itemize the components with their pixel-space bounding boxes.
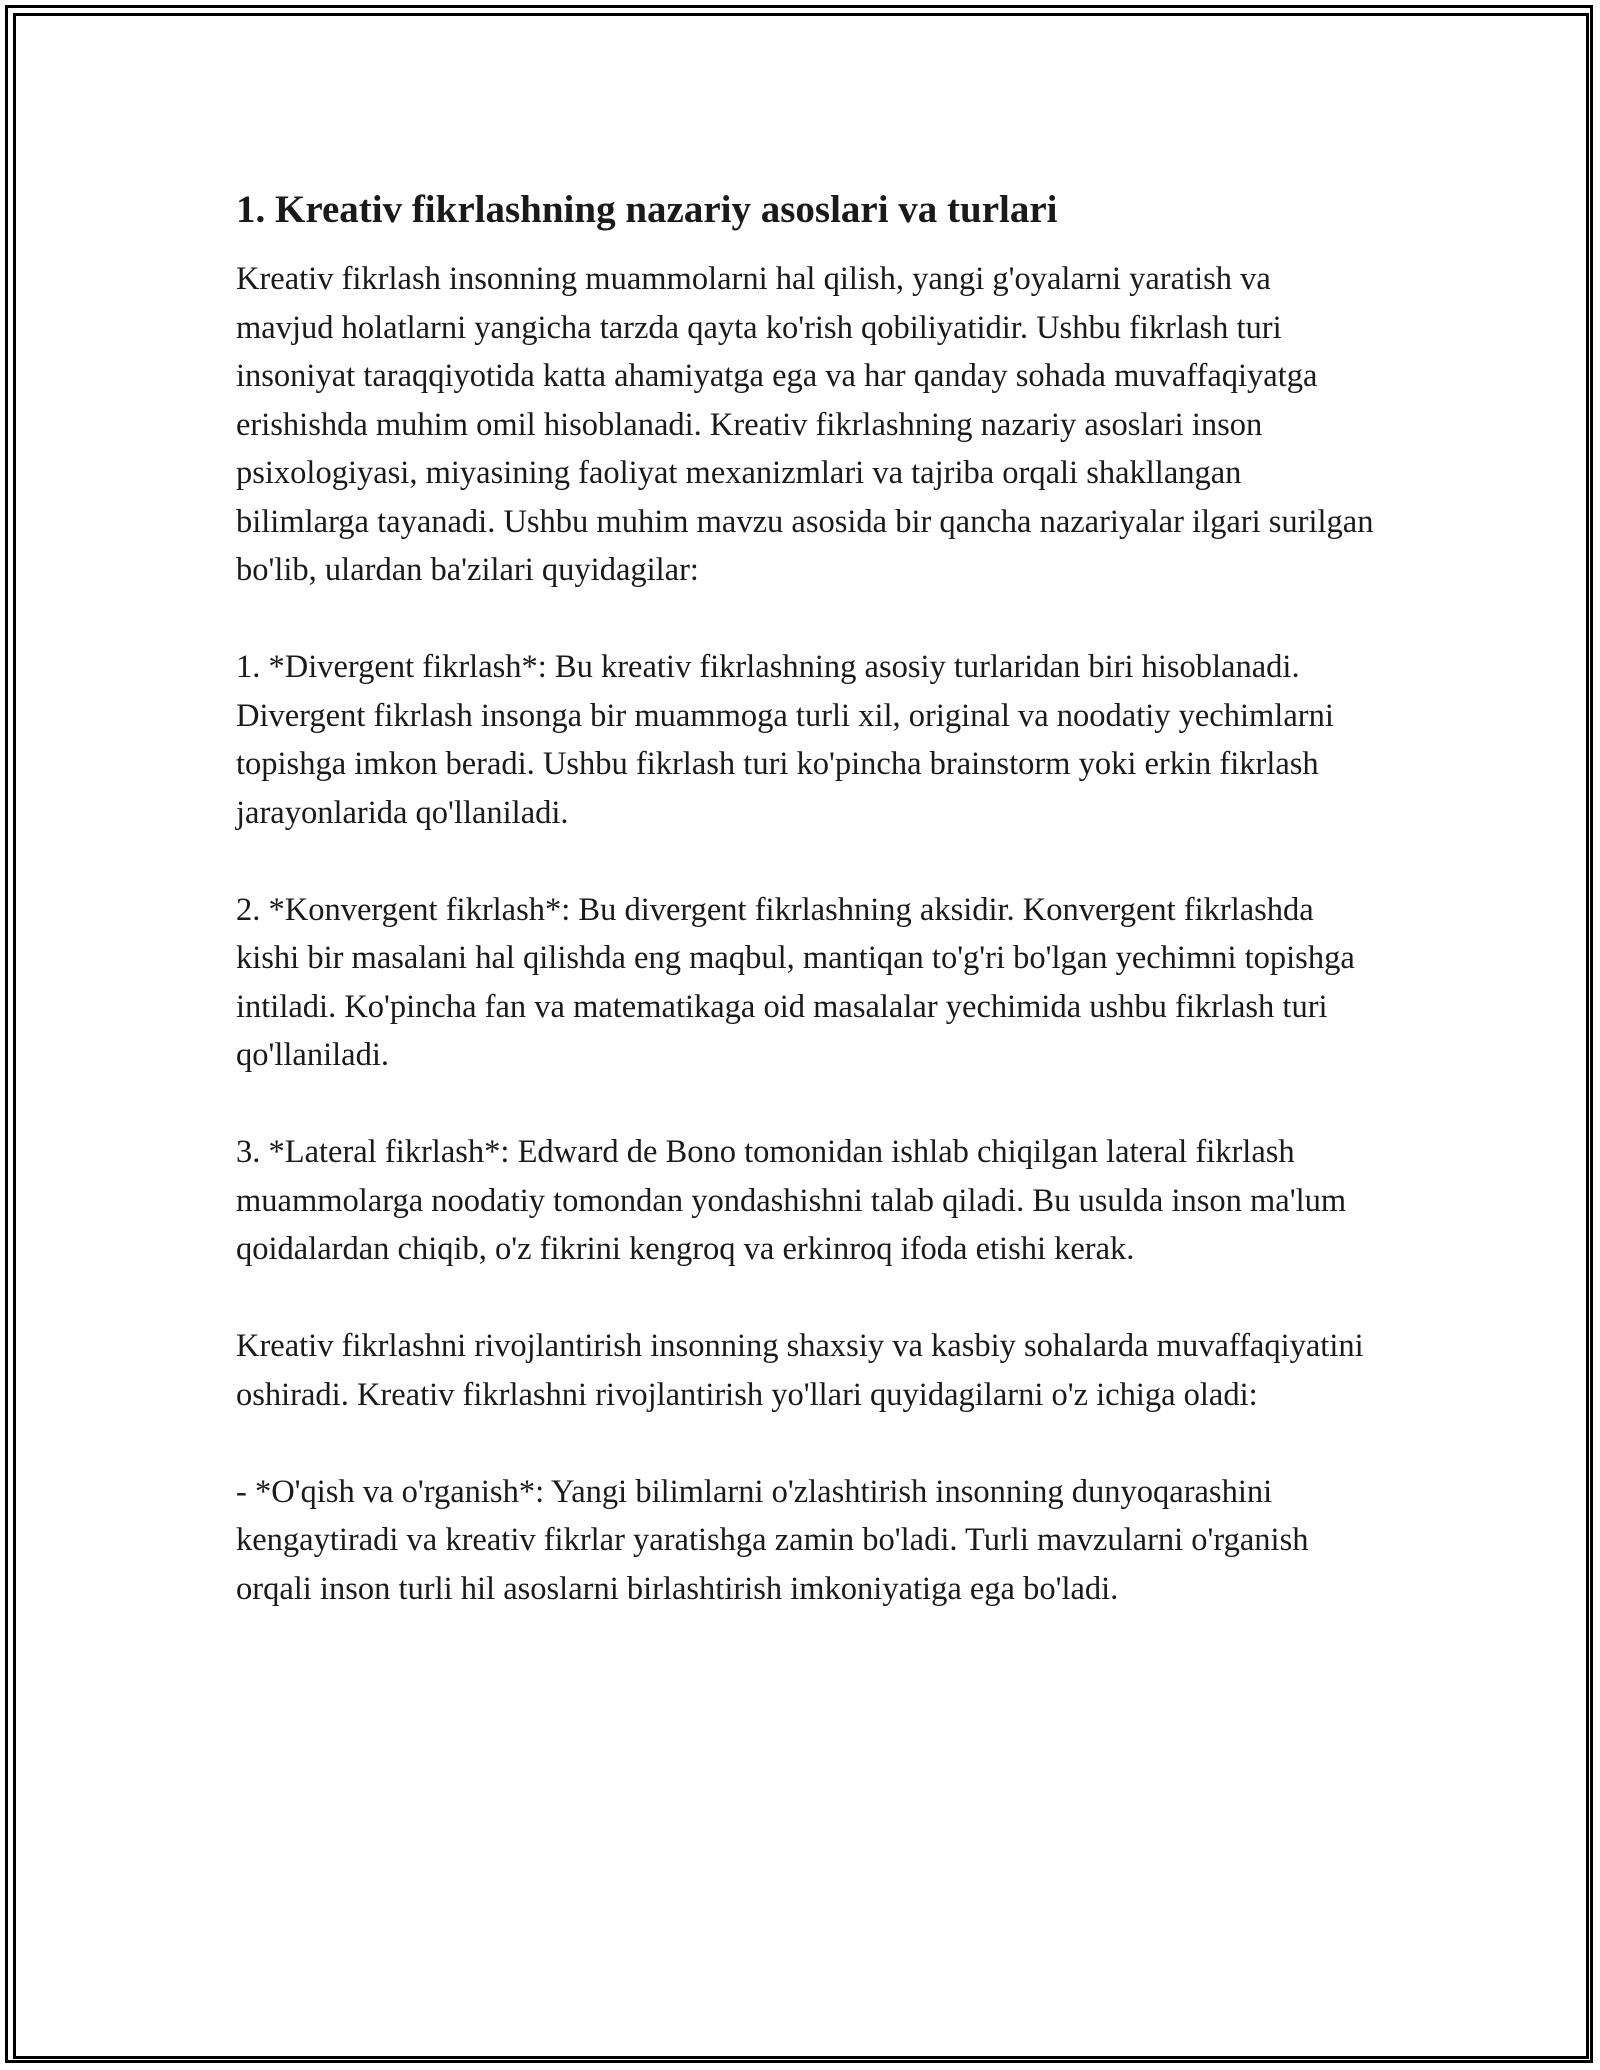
paragraph-divergent: 1. *Divergent fikrlash*: Bu kreativ fikrlashning asosiy turlaridan biri hisoblanadi. Divergent fikrlash insonga bir muammoga turli xil, original va noodatiy yechimlarni topishga imkon beradi. Ushbu fikrlash turi ko'pincha brainstorm yoki erkin fikrlash jarayonlarida qo'llaniladi. bbox=[236, 649, 1334, 831]
paragraph-convergent: 2. *Konvergent fikrlash*: Bu divergent fikrlashning aksidir. Konvergent fikrlashda kishi bir masalani hal qilishda eng maqbul, mantiqan to'g'ri bo'lgan yechimni topishga intiladi. Ko'pincha fan va matematikaga oid masalalar yechimida ushbu fikrlash turi qo'llaniladi. bbox=[236, 891, 1355, 1073]
section-heading: 1. Kreativ fikrlashning nazariy asoslari va turlari bbox=[236, 188, 1058, 231]
paragraph-reading: - *O'qish va o'rganish*: Yangi bilimlarni o'zlashtirish insonning dunyoqarashini kengaytiradi va kreativ fikrlar yaratishga zamin bo'ladi. Turli mavzularni o'rganish orqali inson turli hil asoslarni birlashtirish imkoniyatiga ega bo'ladi. bbox=[236, 1473, 1309, 1607]
paragraph-lateral: 3. *Lateral fikrlash*: Edward de Bono tomonidan ishlab chiqilgan lateral fikrlash muammolarga noodatiy tomondan yondashishni talab qiladi. Bu usulda inson ma'lum qoidalardan chiqib, o'z fikrini kengroq va erkinroq ifoda etishi kerak. bbox=[236, 1134, 1347, 1267]
paragraph-intro: Kreativ fikrlash insonning muammolarni hal qilish, yangi g'oyalarni yaratish va mavjud holatlarni yangicha tarzda qayta ko'rish qobiliyatidir. Ushbu fikrlash turi insoniyat taraqqiyotida katta ahamiyatga ega va har qanday sohada muvaffaqiyatga erishishda muhim omil hisoblanadi. Kreativ fikrlashning nazariy asoslari inson psixologiyasi, miyasining faoliyat mexanizmlari va tajriba orqali shakllangan bilimlarga tayanadi. Ushbu muhim mavzu asosida bir qancha nazariyalar ilgari surilgan bo'lib, ulardan ba'zilari quyidagilar: bbox=[236, 261, 1374, 588]
paragraph-development: Kreativ fikrlashni rivojlantirish insonning shaxsiy va kasbiy sohalarda muvaffaqiyatini oshiradi. Kreativ fikrlashni rivojlantirish yo'llari quyidagilarni o'z ichiga oladi: bbox=[236, 1328, 1364, 1413]
document-body bbox=[236, 185, 1376, 1662]
